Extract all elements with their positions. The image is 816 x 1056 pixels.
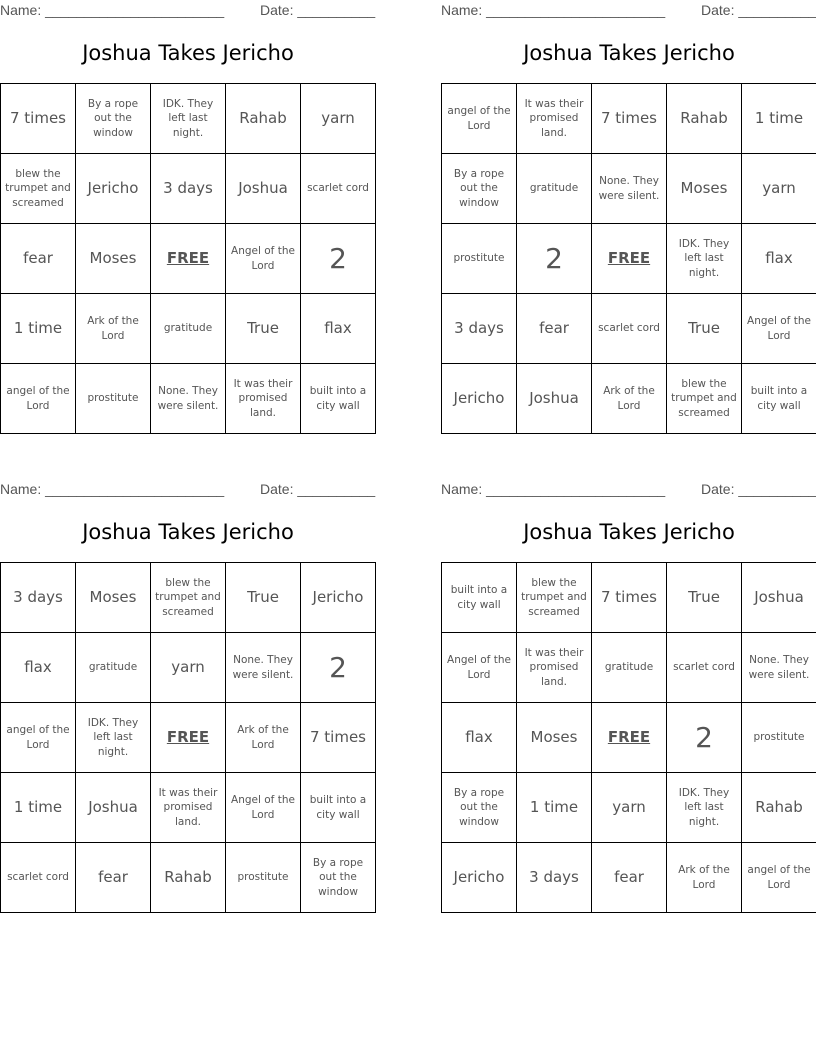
bingo-cell: 2 xyxy=(301,633,376,703)
bingo-card-4 xyxy=(441,479,816,919)
bingo-cell: flax xyxy=(301,294,376,364)
bingo-cell: yarn xyxy=(301,84,376,154)
bingo-cell: built into a city wall xyxy=(301,364,376,434)
bingo-cell: fear xyxy=(1,224,76,294)
bingo-cell: True xyxy=(226,563,301,633)
bingo-cell: angel of the Lord xyxy=(1,364,76,434)
bingo-card-3 xyxy=(0,479,376,919)
bingo-card-2 xyxy=(441,0,816,440)
bingo-cell: Rahab xyxy=(742,773,816,843)
bingo-cell: 3 days xyxy=(517,843,592,913)
bingo-cell: angel of the Lord xyxy=(1,703,76,773)
bingo-cell: Jericho xyxy=(76,154,151,224)
bingo-cell: None. They were silent. xyxy=(226,633,301,703)
bingo-cell: IDK. They left last night. xyxy=(76,703,151,773)
grid-row xyxy=(1,224,376,294)
grid-row xyxy=(442,224,816,294)
date-field-label: Date: __________ xyxy=(701,2,816,18)
bingo-cell: Angel of the Lord xyxy=(442,633,517,703)
free-space-cell: FREE xyxy=(592,224,667,294)
bingo-cell: Angel of the Lord xyxy=(226,224,301,294)
bingo-cell: By a rope out the window xyxy=(442,154,517,224)
free-space-cell: FREE xyxy=(151,224,226,294)
grid-row xyxy=(442,563,816,633)
bingo-cell: fear xyxy=(592,843,667,913)
bingo-cell: 1 time xyxy=(1,294,76,364)
free-space-cell: FREE xyxy=(151,703,226,773)
bingo-cell: scarlet cord xyxy=(592,294,667,364)
name-date-line xyxy=(441,481,816,499)
grid-row xyxy=(1,843,376,913)
bingo-cell: Joshua xyxy=(76,773,151,843)
bingo-cell: Rahab xyxy=(226,84,301,154)
bingo-cell: Moses xyxy=(76,563,151,633)
bingo-cell: True xyxy=(667,563,742,633)
bingo-cell: 7 times xyxy=(1,84,76,154)
name-date-line xyxy=(0,481,376,499)
bingo-grid xyxy=(0,562,376,913)
bingo-cell: 1 time xyxy=(742,84,816,154)
bingo-cell: 2 xyxy=(301,224,376,294)
bingo-cell: 3 days xyxy=(1,563,76,633)
grid-row xyxy=(1,703,376,773)
bingo-cell: Joshua xyxy=(226,154,301,224)
bingo-cell: IDK. They left last night. xyxy=(667,773,742,843)
grid-row xyxy=(442,154,816,224)
bingo-cell: yarn xyxy=(742,154,816,224)
name-date-line xyxy=(0,2,376,20)
bingo-cell: True xyxy=(226,294,301,364)
bingo-cell: angel of the Lord xyxy=(442,84,517,154)
bingo-cell: None. They were silent. xyxy=(742,633,816,703)
name-field-label: Name: _______________________ xyxy=(441,481,666,497)
free-space-cell: FREE xyxy=(592,703,667,773)
bingo-cell: Jericho xyxy=(442,843,517,913)
name-date-line xyxy=(441,2,816,20)
bingo-cell: gratitude xyxy=(517,154,592,224)
bingo-cell: It was their promised land. xyxy=(226,364,301,434)
bingo-cell: It was their promised land. xyxy=(517,84,592,154)
date-field-label: Date: __________ xyxy=(260,481,376,497)
name-field-label: Name: _______________________ xyxy=(441,2,666,18)
name-field-label: Name: _______________________ xyxy=(0,2,225,18)
bingo-cell: None. They were silent. xyxy=(592,154,667,224)
bingo-grid xyxy=(441,562,816,913)
grid-row xyxy=(442,703,816,773)
bingo-cell: yarn xyxy=(592,773,667,843)
name-field-label: Name: _______________________ xyxy=(0,481,225,497)
bingo-grid xyxy=(0,83,376,434)
grid-row xyxy=(442,84,816,154)
grid-row xyxy=(1,84,376,154)
bingo-cell: Angel of the Lord xyxy=(742,294,816,364)
bingo-cell: IDK. They left last night. xyxy=(151,84,226,154)
bingo-cell: built into a city wall xyxy=(301,773,376,843)
grid-row xyxy=(1,364,376,434)
bingo-cell: 2 xyxy=(517,224,592,294)
bingo-cell: None. They were silent. xyxy=(151,364,226,434)
grid-row xyxy=(1,563,376,633)
grid-row xyxy=(442,364,816,434)
bingo-cell: scarlet cord xyxy=(301,154,376,224)
bingo-cell: IDK. They left last night. xyxy=(667,224,742,294)
grid-row xyxy=(442,773,816,843)
grid-row xyxy=(442,633,816,703)
bingo-cell: Moses xyxy=(517,703,592,773)
bingo-cell: prostitute xyxy=(226,843,301,913)
bingo-cell: 7 times xyxy=(592,563,667,633)
bingo-cell: gratitude xyxy=(76,633,151,703)
grid-row xyxy=(1,773,376,843)
bingo-cell: angel of the Lord xyxy=(742,843,816,913)
grid-row xyxy=(442,843,816,913)
bingo-cell: It was their promised land. xyxy=(517,633,592,703)
bingo-cell: Jericho xyxy=(442,364,517,434)
bingo-cell: By a rope out the window xyxy=(301,843,376,913)
bingo-cell: 3 days xyxy=(151,154,226,224)
bingo-cell: yarn xyxy=(151,633,226,703)
bingo-cell: Rahab xyxy=(151,843,226,913)
bingo-cell: blew the trumpet and screamed xyxy=(517,563,592,633)
bingo-cell: built into a city wall xyxy=(742,364,816,434)
bingo-cell: blew the trumpet and screamed xyxy=(151,563,226,633)
grid-row xyxy=(1,633,376,703)
bingo-cell: built into a city wall xyxy=(442,563,517,633)
bingo-cell: Joshua xyxy=(517,364,592,434)
date-field-label: Date: __________ xyxy=(701,481,816,497)
bingo-cell: flax xyxy=(1,633,76,703)
bingo-cell: Joshua xyxy=(742,563,816,633)
bingo-cell: Ark of the Lord xyxy=(667,843,742,913)
bingo-cell: 7 times xyxy=(592,84,667,154)
bingo-cell: gratitude xyxy=(592,633,667,703)
bingo-cell: fear xyxy=(517,294,592,364)
bingo-cell: True xyxy=(667,294,742,364)
bingo-cell: It was their promised land. xyxy=(151,773,226,843)
bingo-cell: Ark of the Lord xyxy=(226,703,301,773)
bingo-cell: 3 days xyxy=(442,294,517,364)
bingo-cell: Ark of the Lord xyxy=(592,364,667,434)
bingo-cell: prostitute xyxy=(76,364,151,434)
bingo-cell: blew the trumpet and screamed xyxy=(667,364,742,434)
bingo-cell: 1 time xyxy=(517,773,592,843)
bingo-cell: scarlet cord xyxy=(1,843,76,913)
grid-row xyxy=(1,294,376,364)
bingo-cell: flax xyxy=(742,224,816,294)
bingo-cell: Ark of the Lord xyxy=(76,294,151,364)
bingo-cell: Moses xyxy=(667,154,742,224)
date-field-label: Date: __________ xyxy=(260,2,376,18)
bingo-cell: 2 xyxy=(667,703,742,773)
bingo-cell: By a rope out the window xyxy=(76,84,151,154)
card-title: Joshua Takes Jericho xyxy=(523,41,735,65)
card-title: Joshua Takes Jericho xyxy=(523,520,735,544)
grid-row xyxy=(442,294,816,364)
bingo-cell: fear xyxy=(76,843,151,913)
bingo-cell: prostitute xyxy=(742,703,816,773)
card-title: Joshua Takes Jericho xyxy=(82,520,294,544)
bingo-cell: Jericho xyxy=(301,563,376,633)
bingo-cell: By a rope out the window xyxy=(442,773,517,843)
bingo-cell: blew the trumpet and screamed xyxy=(1,154,76,224)
bingo-cell: 1 time xyxy=(1,773,76,843)
bingo-cell: gratitude xyxy=(151,294,226,364)
grid-row xyxy=(1,154,376,224)
card-title: Joshua Takes Jericho xyxy=(82,41,294,65)
bingo-cell: Angel of the Lord xyxy=(226,773,301,843)
bingo-cell: prostitute xyxy=(442,224,517,294)
bingo-cell: flax xyxy=(442,703,517,773)
bingo-cell: scarlet cord xyxy=(667,633,742,703)
bingo-grid xyxy=(441,83,816,434)
bingo-cell: Rahab xyxy=(667,84,742,154)
bingo-card-1 xyxy=(0,0,376,440)
bingo-cell: Moses xyxy=(76,224,151,294)
bingo-cell: 7 times xyxy=(301,703,376,773)
